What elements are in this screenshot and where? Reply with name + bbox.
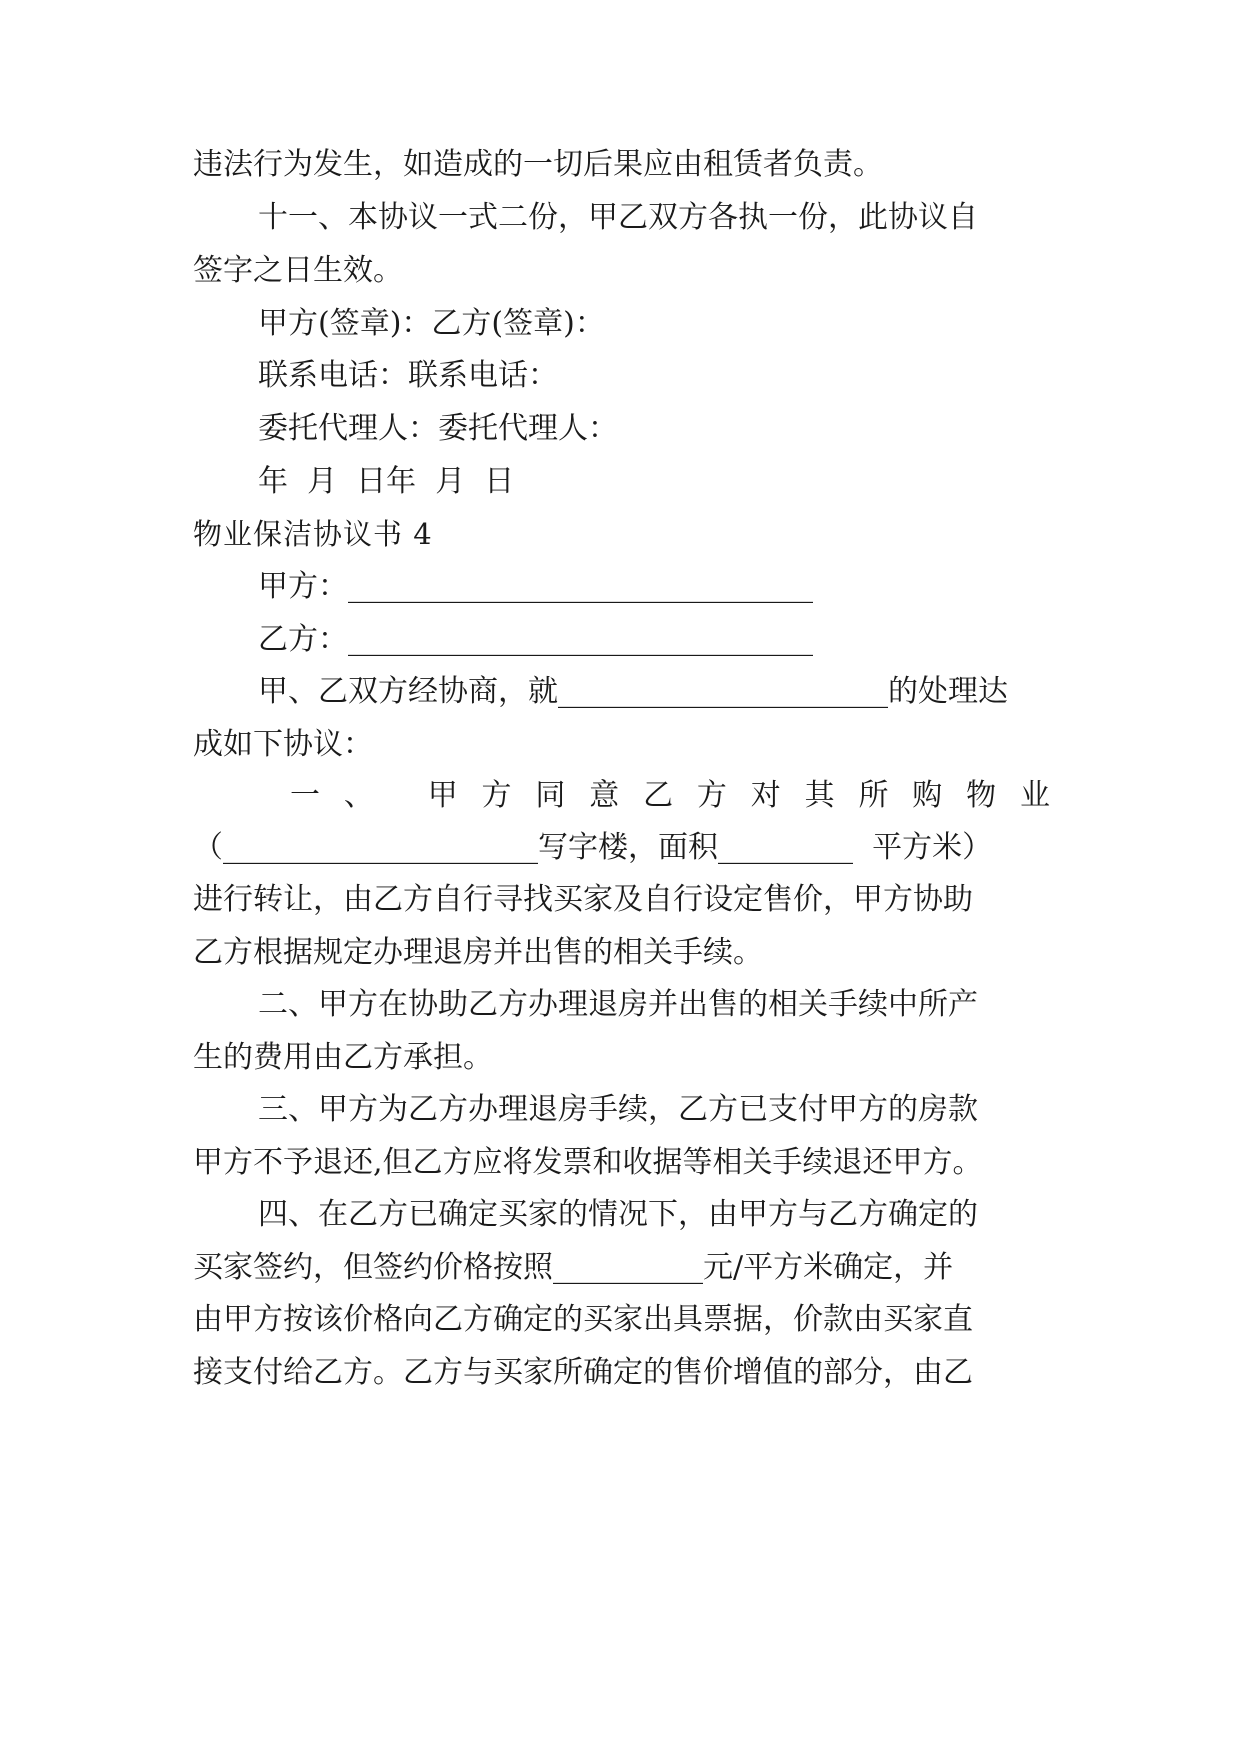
agent-line: 委托代理人：委托代理人： — [258, 411, 618, 446]
spaced-char: 所 — [858, 778, 889, 813]
paragraph-line: 买家签约，但签约价格按照__________元/平方米确定，并 — [193, 1250, 954, 1285]
paragraph-line: 甲方不予退还,但乙方应将发票和收据等相关手续退还甲方。 — [193, 1145, 983, 1180]
paragraph-line: 违法行为发生，如造成的一切后果应由租赁者负责。 — [193, 147, 883, 182]
paragraph-line: 十一、本协议一式二份，甲乙双方各执一份，此协议自 — [258, 200, 978, 235]
spaced-char: 购 — [912, 778, 943, 813]
spaced-char: 甲 — [427, 778, 458, 813]
spaced-char: 意 — [589, 778, 620, 813]
spaced-char: 方 — [481, 778, 512, 813]
paragraph-line: 进行转让，由乙方自行寻找买家及自行设定售价，甲方协助 — [193, 882, 973, 917]
date-line: 年 月 日年 月 日 — [258, 464, 515, 499]
spaced-char: 一 — [290, 778, 320, 813]
paragraph-line: 四、在乙方已确定买家的情况下，由甲方与乙方确定的 — [258, 1197, 978, 1232]
spaced-char: 对 — [750, 778, 781, 813]
section-title: 物业保洁协议书 4 — [193, 517, 433, 551]
party-b-line: 乙方：_______________________________ — [258, 622, 813, 657]
party-a-line: 甲方：_______________________________ — [258, 569, 813, 604]
spaced-char: 、 — [343, 778, 374, 813]
spaced-char: 方 — [696, 778, 727, 813]
paragraph-line: 由甲方按该价格向乙方确定的买家出具票据，价款由买家直 — [193, 1302, 973, 1337]
paragraph-line: 甲、乙双方经协商，就______________________的处理达 — [258, 674, 1008, 709]
paragraph-line: 二、甲方在协助乙方办理退房并出售的相关手续中所产 — [258, 987, 978, 1022]
spaced-char: 其 — [804, 778, 835, 813]
paragraph-line: （_____________________写字楼，面积_________ 平方米） — [193, 830, 993, 865]
spaced-char: 乙 — [643, 778, 674, 813]
spaced-char: 业 — [1019, 778, 1050, 813]
paragraph-line: 三、甲方为乙方办理退房手续，乙方已支付甲方的房款 — [258, 1092, 978, 1127]
signature-line: 甲方(签章)：乙方(签章)： — [258, 306, 605, 341]
contact-line: 联系电话：联系电话： — [258, 358, 558, 393]
spaced-clause-line — [290, 776, 1050, 816]
paragraph-line: 成如下协议： — [193, 727, 373, 762]
spaced-char: 同 — [535, 778, 566, 813]
paragraph-line: 接支付给乙方。乙方与买家所确定的售价增值的部分，由乙 — [193, 1355, 973, 1390]
spaced-char: 物 — [966, 778, 997, 813]
paragraph-line: 签字之日生效。 — [193, 253, 403, 288]
paragraph-line: 生的费用由乙方承担。 — [193, 1040, 493, 1075]
paragraph-line: 乙方根据规定办理退房并出售的相关手续。 — [193, 935, 763, 970]
